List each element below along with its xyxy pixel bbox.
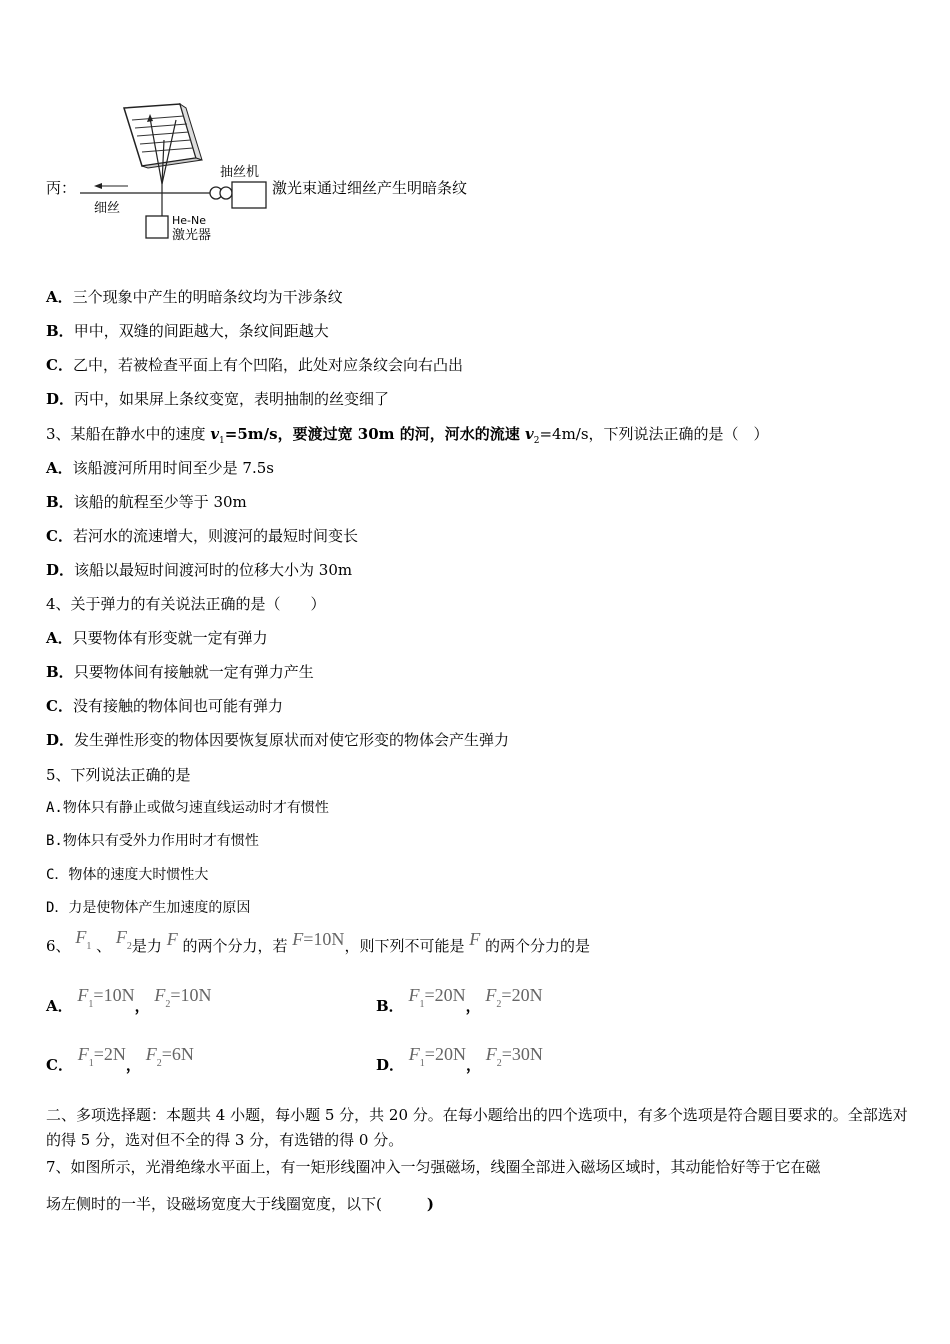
q2-option-a: A．三个现象中产生的明暗条纹均为干涉条纹 [46, 288, 343, 306]
fig-caption: 激光束通过细丝产生明暗条纹 [272, 179, 468, 197]
q3-option-b: B．该船的航程至少等于 30m [46, 493, 247, 511]
q4-option-a: A．只要物体有形变就一定有弹力 [46, 629, 268, 647]
q3-option-a: A．该船渡河所用时间至少是 7.5s [46, 459, 274, 477]
q6-option-a: A． $F_1=10N$， $F_2=10N$ [46, 985, 212, 1015]
fig-label: 丙： [46, 179, 77, 197]
spinning-machine [232, 182, 266, 208]
q6-option-d: D． $F_1=20N$， $F_2=30N$ [376, 1044, 543, 1074]
q5-stem: 5、下列说法正确的是 [46, 766, 191, 784]
q2-option-c: C．乙中，若被检查平面上有个凹陷，此处对应条纹会向右凸出 [46, 356, 463, 374]
q6-option-b: B． $F_1=20N$， $F_2=20N$ [376, 985, 543, 1015]
q4-stem: 4、关于弹力的有关说法正确的是（ ） [46, 595, 326, 613]
section-2-header: 二、多项选择题：本题共 4 小题，每小题 5 分，共 20 分。在每小题给出的四个选项中，有多个选项是符合题目要求的。全部选对的得 5 分，选对但不全的得 3 分，有选错的得 0 分。 [46, 1106, 908, 1149]
q2-option-b: B．甲中，双缝的间距越大，条纹间距越大 [46, 322, 329, 340]
q7-stem-line-1: 7、如图所示，光滑绝缘水平面上，有一矩形线圈冲入一匀强磁场，线圈全部进入磁场区域时，其动能恰好等于它在磁 [46, 1158, 821, 1176]
q2-option-d: D．丙中，如果屏上条纹变宽，表明抽制的丝变细了 [46, 390, 390, 408]
q6-stem: 6、 $F_1$ 、 $F_2$是力 F 的两个分力，若 F=10N，则下列不可能是 F 的两个分力的是 [46, 927, 591, 955]
q5-option-a: A.物体只有静止或做匀速直线运动时才有惯性 [46, 800, 329, 816]
q5-option-d: D．力是使物体产生加速度的原因 [46, 900, 251, 916]
q6-option-c: C． $F_1=2N$， $F_2=6N$ [46, 1044, 194, 1074]
q3-stem: 3、某船在静水中的速度 $v_1=5m/s$，要渡过宽 30m 的河，河水的流速 $v_2=4m/s$，下列说法正确的是（ ） [46, 425, 769, 446]
q5-option-b: B.物体只有受外力作用时才有惯性 [46, 833, 259, 849]
q4-option-d: D．发生弹性形变的物体因要恢复原状而对使它形变的物体会产生弹力 [46, 731, 510, 749]
q3-option-d: D．该船以最短时间渡河时的位移大小为 30m [46, 561, 353, 579]
thin-wire-diffraction-diagram [80, 100, 280, 250]
q3-option-c: C．若河水的流速增大，则渡河的最短时间变长 [46, 527, 358, 545]
q4-option-b: B．只要物体间有接触就一定有弹力产生 [46, 663, 314, 681]
q5-option-c: C．物体的速度大时惯性大 [46, 867, 209, 883]
laser-box [146, 216, 168, 238]
laser-label-1: He-Ne [172, 214, 207, 227]
wire-label: 细丝 [94, 201, 121, 216]
machine-label: 抽丝机 [220, 165, 260, 180]
laser-label-2: 激光器 [172, 228, 212, 243]
q7-stem-line-2: 场左侧时的一半，设磁场宽度大于线圈宽度，以下( ) [46, 1195, 434, 1213]
q4-option-c: C．没有接触的物体间也可能有弹力 [46, 697, 283, 715]
